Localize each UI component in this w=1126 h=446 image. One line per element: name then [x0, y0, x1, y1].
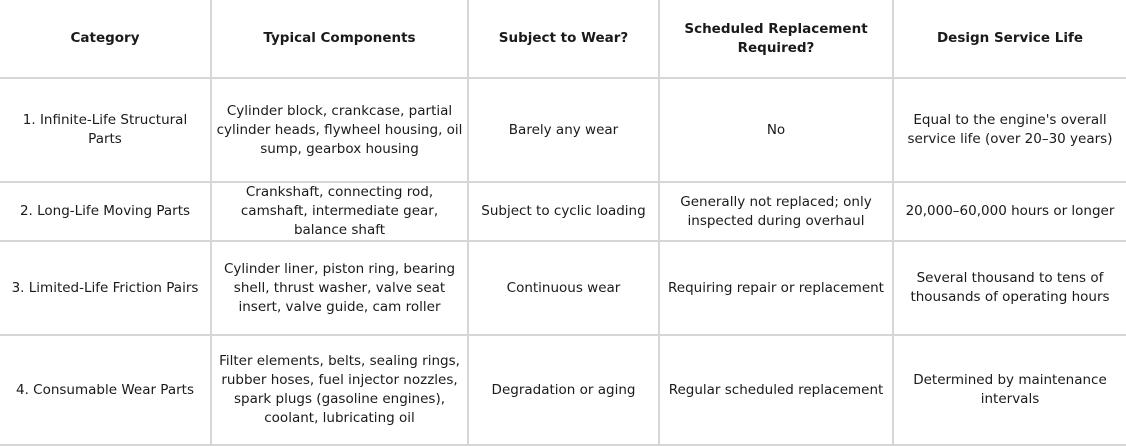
cell-typical-components: Crankshaft, connecting rod, camshaft, intermediate gear, balance shaft [211, 182, 468, 241]
cell-category: 2. Long-Life Moving Parts [0, 182, 211, 241]
cell-typical-components: Cylinder liner, piston ring, bearing shell, thrust washer, valve seat insert, valve guide, cam roller [211, 241, 468, 335]
cell-design-service-life: Equal to the engine's overall service life (over 20–30 years) [893, 78, 1126, 182]
header-row [0, 0, 1126, 78]
cell-design-service-life: 20,000–60,000 hours or longer [893, 182, 1126, 241]
cell-scheduled-replacement: Regular scheduled replacement [659, 335, 893, 445]
cell-category: 3. Limited-Life Friction Pairs [0, 241, 211, 335]
header-subject-to-wear: Subject to Wear? [468, 0, 659, 78]
table-row [0, 182, 1126, 241]
cell-category: 4. Consumable Wear Parts [0, 335, 211, 445]
table-row [0, 78, 1126, 182]
header-design-service-life: Design Service Life [893, 0, 1126, 78]
cell-scheduled-replacement: Generally not replaced; only inspected during overhaul [659, 182, 893, 241]
table-row [0, 241, 1126, 335]
header-typical-components: Typical Components [211, 0, 468, 78]
cell-category: 1. Infinite-Life Structural Parts [0, 78, 211, 182]
table-row [0, 335, 1126, 445]
cell-subject-to-wear: Barely any wear [468, 78, 659, 182]
cell-typical-components: Filter elements, belts, sealing rings, rubber hoses, fuel injector nozzles, spark plugs (gasoline engines), coolant, lubricating oil [211, 335, 468, 445]
cell-scheduled-replacement: No [659, 78, 893, 182]
cell-design-service-life: Determined by maintenance intervals [893, 335, 1126, 445]
cell-subject-to-wear: Continuous wear [468, 241, 659, 335]
cell-subject-to-wear: Degradation or aging [468, 335, 659, 445]
header-scheduled-replacement: Scheduled Replacement Required? [659, 0, 893, 78]
cell-design-service-life: Several thousand to tens of thousands of operating hours [893, 241, 1126, 335]
cell-scheduled-replacement: Requiring repair or replacement [659, 241, 893, 335]
header-category: Category [0, 0, 211, 78]
cell-typical-components: Cylinder block, crankcase, partial cylinder heads, flywheel housing, oil sump, gearbox housing [211, 78, 468, 182]
cell-subject-to-wear: Subject to cyclic loading [468, 182, 659, 241]
